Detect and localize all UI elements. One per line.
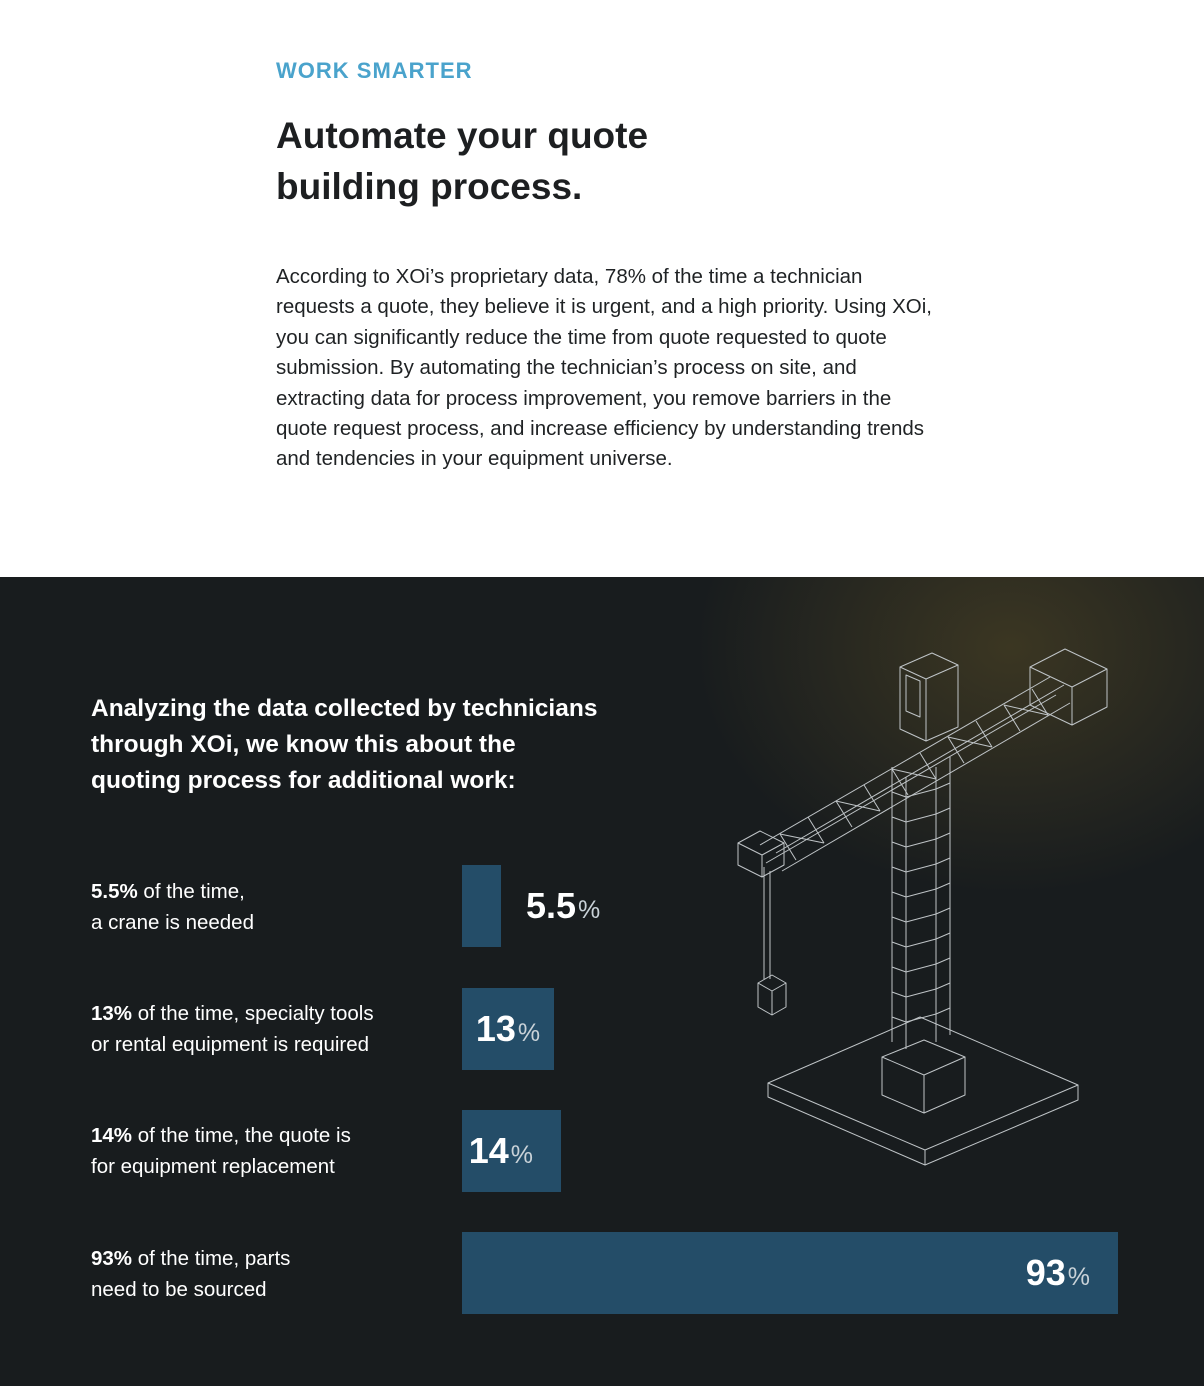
stat-text: need to be sourced bbox=[91, 1278, 267, 1301]
stats-section bbox=[0, 577, 1204, 1386]
stat-text: or rental equipment is required bbox=[91, 1033, 370, 1056]
bar-value-label bbox=[469, 1110, 533, 1196]
stats-heading-line3: quoting process for additional work: bbox=[91, 767, 516, 794]
intro-paragraph: According to XOi’s proprietary data, 78% of the time a technician requests a quote, they believe it is urgent, and a high priority. Using XOi, you can significantly reduce the time from quote requested to quote submission. By automating the technician’s process on site, and extracting data for process improvement, you remove barriers in the quote request process, and increase efficiency by understanding trends and tendencies in your equipment universe. bbox=[276, 265, 932, 471]
stats-heading-line1: Analyzing the data collected by technicians bbox=[91, 695, 598, 722]
bar-value-number: 93 bbox=[1025, 1252, 1066, 1293]
section-title bbox=[276, 110, 736, 212]
stats-heading-line2: through XOi, we know this about the bbox=[91, 731, 516, 758]
bar-value-percent: % bbox=[1067, 1263, 1090, 1291]
section-title-line1: Automate your quote bbox=[276, 115, 649, 156]
stat-text: of the time, bbox=[137, 880, 245, 903]
stat-label bbox=[91, 1243, 290, 1305]
stat-text: of the time, the quote is bbox=[132, 1124, 351, 1147]
bar-value-percent: % bbox=[517, 1019, 541, 1047]
stat-label bbox=[91, 876, 254, 938]
stats-heading bbox=[91, 691, 691, 799]
bar-value-number: 5.5 bbox=[526, 885, 577, 926]
stat-highlight: 14% bbox=[91, 1124, 133, 1147]
stat-label bbox=[91, 998, 374, 1060]
stat-text: of the time, specialty tools bbox=[132, 1002, 374, 1025]
bar-value-label bbox=[526, 865, 600, 951]
intro-section bbox=[0, 0, 1204, 577]
tower-crane-illustration bbox=[720, 617, 1120, 1207]
stat-text: of the time, parts bbox=[132, 1247, 291, 1270]
bar-value-number: 14 bbox=[468, 1130, 509, 1171]
stat-text: for equipment replacement bbox=[91, 1155, 335, 1178]
stat-highlight: 13% bbox=[91, 1002, 133, 1025]
bar-value-label bbox=[476, 988, 540, 1074]
stat-highlight: 5.5% bbox=[91, 880, 138, 903]
bar-value-percent: % bbox=[510, 1141, 533, 1169]
stat-label bbox=[91, 1120, 351, 1182]
section-eyebrow: WORK SMARTER bbox=[276, 58, 473, 83]
bar-value-percent: % bbox=[578, 896, 601, 924]
chart-bar bbox=[462, 1232, 1118, 1314]
stat-highlight: 93% bbox=[91, 1247, 133, 1270]
section-title-line2: building process. bbox=[276, 166, 583, 207]
chart-bar bbox=[462, 865, 501, 947]
bar-value-label bbox=[1026, 1232, 1090, 1318]
stat-text: a crane is needed bbox=[91, 911, 254, 934]
bar-value-number: 13 bbox=[475, 1008, 516, 1049]
